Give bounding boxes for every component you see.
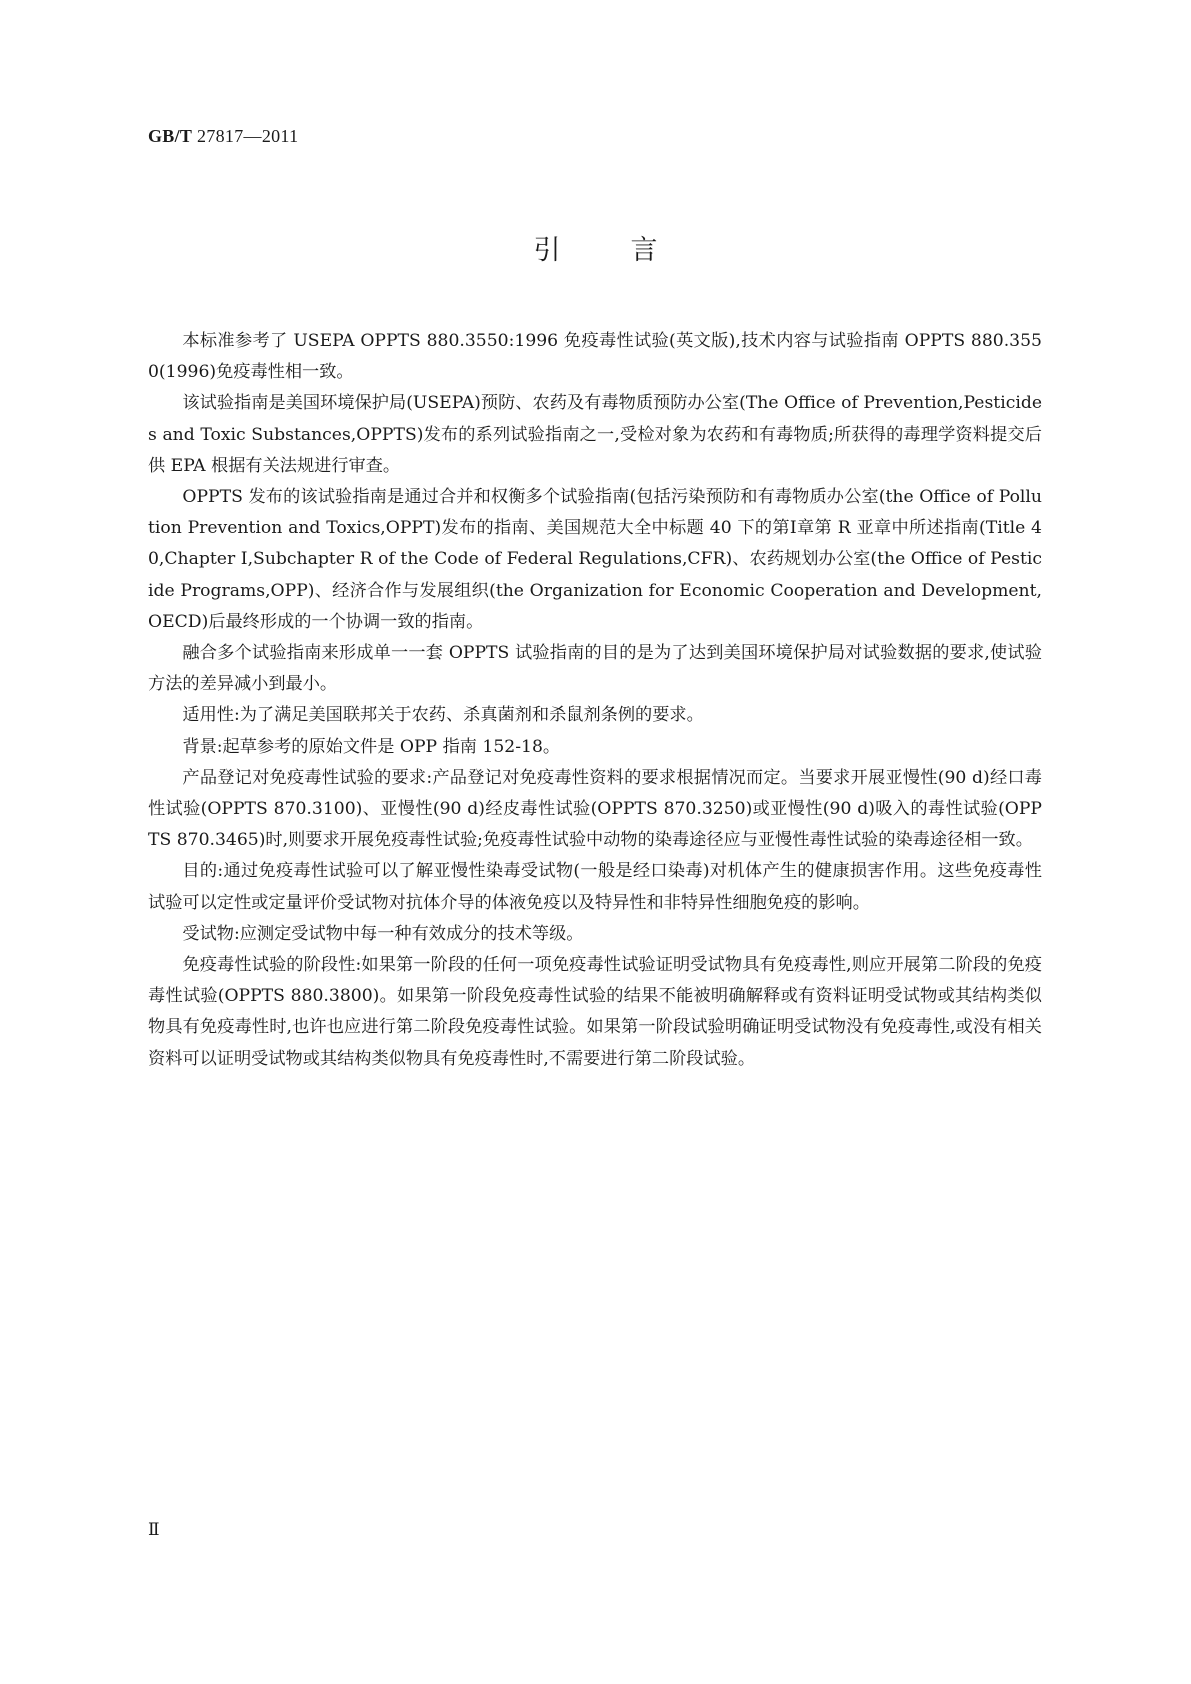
paragraph-3: OPPTS 发布的该试验指南是通过合并和权衡多个试验指南(包括污染预防和有毒物质办公室(the Office of Pollution Prevention and Toxics,OPPT)发布的指南、美国规范大全中标题 40 下的第Ⅰ章第 R 亚章中所述指南(Title 40,Chapter Ⅰ,Subchapter R of the Code of Federal Regulations,CFR)、农药规划办公室(the Office of Pesticide Programs,OPP)、经济合作与发展组织(the Organization for Economic Cooperation and Development,OECD)后最终形成的一个协调一致的指南。 — [148, 487, 1042, 632]
introduction-body — [148, 326, 1042, 1075]
standard-prefix: GB/T — [148, 126, 193, 146]
page-number: Ⅱ — [148, 1520, 160, 1539]
page-title — [0, 228, 1191, 267]
standard-code — [148, 126, 298, 147]
paragraph-1: 本标准参考了 USEPA OPPTS 880.3550:1996 免疫毒性试验(英文版),技术内容与试验指南 OPPTS 880.3550(1996)免疫毒性相一致。 — [148, 331, 1042, 383]
paragraph-2: 该试验指南是美国环境保护局(USEPA)预防、农药及有毒物质预防办公室(The Office of Prevention,Pesticides and Toxic Substances,OPPTS)发布的系列试验指南之一,受检对象为农药和有毒物质;所获得的毒理学资料提交后供 EPA 根据有关法规进行审查。 — [148, 393, 1042, 476]
paragraph-9: 受试物:应测定受试物中每一种有效成分的技术等级。 — [182, 923, 584, 944]
paragraph-10: 免疫毒性试验的阶段性:如果第一阶段的任何一项免疫毒性试验证明受试物具有免疫毒性,则应开展第二阶段的免疫毒性试验(OPPTS 880.3800)。如果第一阶段免疫毒性试验的结果不能被明确解释或有资料证明受试物或其结构类似物具有免疫毒性时,也许也应进行第二阶段免疫毒性试验。如果第一阶段试验明确证明受试物没有免疫毒性,或没有相关资料可以证明受试物或其结构类似物具有免疫毒性时,不需要进行第二阶段试验。 — [148, 955, 1042, 1069]
paragraph-8: 目的:通过免疫毒性试验可以了解亚慢性染毒受试物(一般是经口染毒)对机体产生的健康损害作用。这些免疫毒性试验可以定性或定量评价受试物对抗体介导的体液免疫以及特异性和非特异性细胞免疫的影响。 — [148, 861, 1042, 913]
title-char-2: 言 — [630, 235, 658, 266]
paragraph-6: 背景:起草参考的原始文件是 OPP 指南 152-18。 — [182, 736, 561, 757]
standard-number: 27817—2011 — [197, 126, 299, 146]
title-char-1: 引 — [533, 235, 561, 266]
paragraph-4: 融合多个试验指南来形成单一一套 OPPTS 试验指南的目的是为了达到美国环境保护局对试验数据的要求,使试验方法的差异减小到最小。 — [148, 643, 1042, 695]
paragraph-5: 适用性:为了满足美国联邦关于农药、杀真菌剂和杀鼠剂条例的要求。 — [182, 705, 704, 726]
paragraph-7: 产品登记对免疫毒性试验的要求:产品登记对免疫毒性资料的要求根据情况而定。当要求开展亚慢性(90 d)经口毒性试验(OPPTS 870.3100)、亚慢性(90 d)经皮毒性试验(OPPTS 870.3250)或亚慢性(90 d)吸入的毒性试验(OPPTS 870.3465)时,则要求开展免疫毒性试验;免疫毒性试验中动物的染毒途径应与亚慢性毒性试验的染毒途径相一致。 — [148, 767, 1042, 851]
